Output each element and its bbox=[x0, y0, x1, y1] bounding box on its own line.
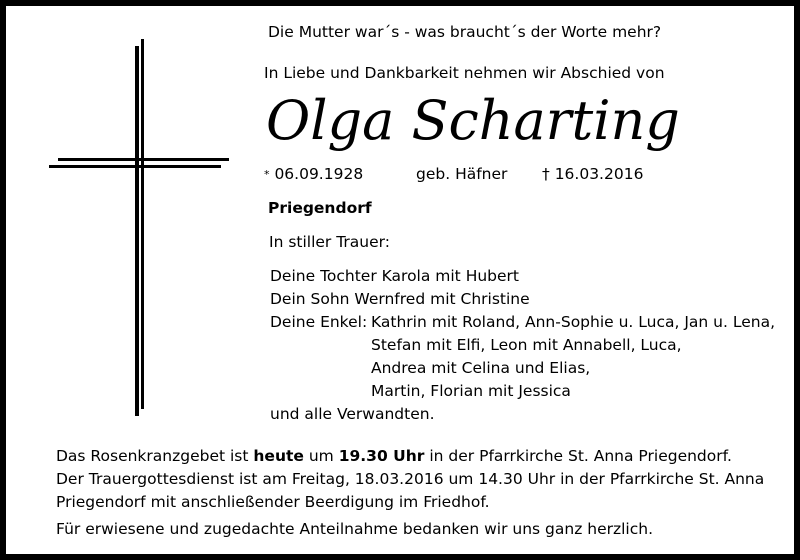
rosary-time: 19.30 Uhr bbox=[338, 447, 425, 465]
death-info bbox=[542, 164, 643, 184]
mourner-line: Dein Sohn Wernfred mit Christine bbox=[270, 290, 530, 308]
maiden-name: geb. Häfner bbox=[416, 165, 508, 183]
grandchildren-line: Kathrin mit Roland, Ann-Sophie u. Luca, Jan u. Lena, bbox=[371, 313, 775, 331]
relatives: und alle Verwandten. bbox=[270, 405, 435, 423]
grandchildren-line: Andrea mit Celina und Elias, bbox=[371, 359, 591, 377]
birth-info bbox=[264, 164, 363, 185]
intro-text: In Liebe und Dankbarkeit nehmen wir Abschied von bbox=[264, 64, 665, 82]
deceased-name: Olga Scharting bbox=[266, 89, 680, 152]
service-line: Priegendorf mit anschließender Beerdigung im Friedhof. bbox=[56, 493, 490, 511]
rosary-when: heute bbox=[253, 447, 304, 465]
place: Priegendorf bbox=[268, 199, 372, 217]
death-date: 16.03.2016 bbox=[554, 165, 644, 183]
rosary-line bbox=[56, 446, 732, 466]
death-cross-icon: † bbox=[542, 165, 550, 183]
rosary-mid: um bbox=[308, 447, 334, 465]
rosary-post: in der Pfarrkirche St. Anna Priegendorf. bbox=[429, 447, 732, 465]
rosary-pre: Das Rosenkranzgebet ist bbox=[56, 447, 249, 465]
birth-date: 06.09.1928 bbox=[274, 165, 364, 183]
grandchildren-line: Stefan mit Elfi, Leon mit Annabell, Luca, bbox=[371, 336, 682, 354]
birth-star-icon: * bbox=[264, 168, 270, 181]
grandchildren-label: Deine Enkel: bbox=[270, 313, 368, 331]
grandchildren-line: Martin, Florian mit Jessica bbox=[371, 382, 571, 400]
mourning-intro: In stiller Trauer: bbox=[269, 233, 390, 251]
service-line: Der Trauergottesdienst ist am Freitag, 18.03.2016 um 14.30 Uhr in der Pfarrkirche St. Anna bbox=[56, 470, 765, 488]
motto: Die Mutter war´s - was braucht´s der Worte mehr? bbox=[268, 23, 662, 41]
thanks-line: Für erwiesene und zugedachte Anteilnahme bedanken wir uns ganz herzlich. bbox=[56, 520, 654, 538]
mourner-line: Deine Tochter Karola mit Hubert bbox=[270, 267, 519, 285]
